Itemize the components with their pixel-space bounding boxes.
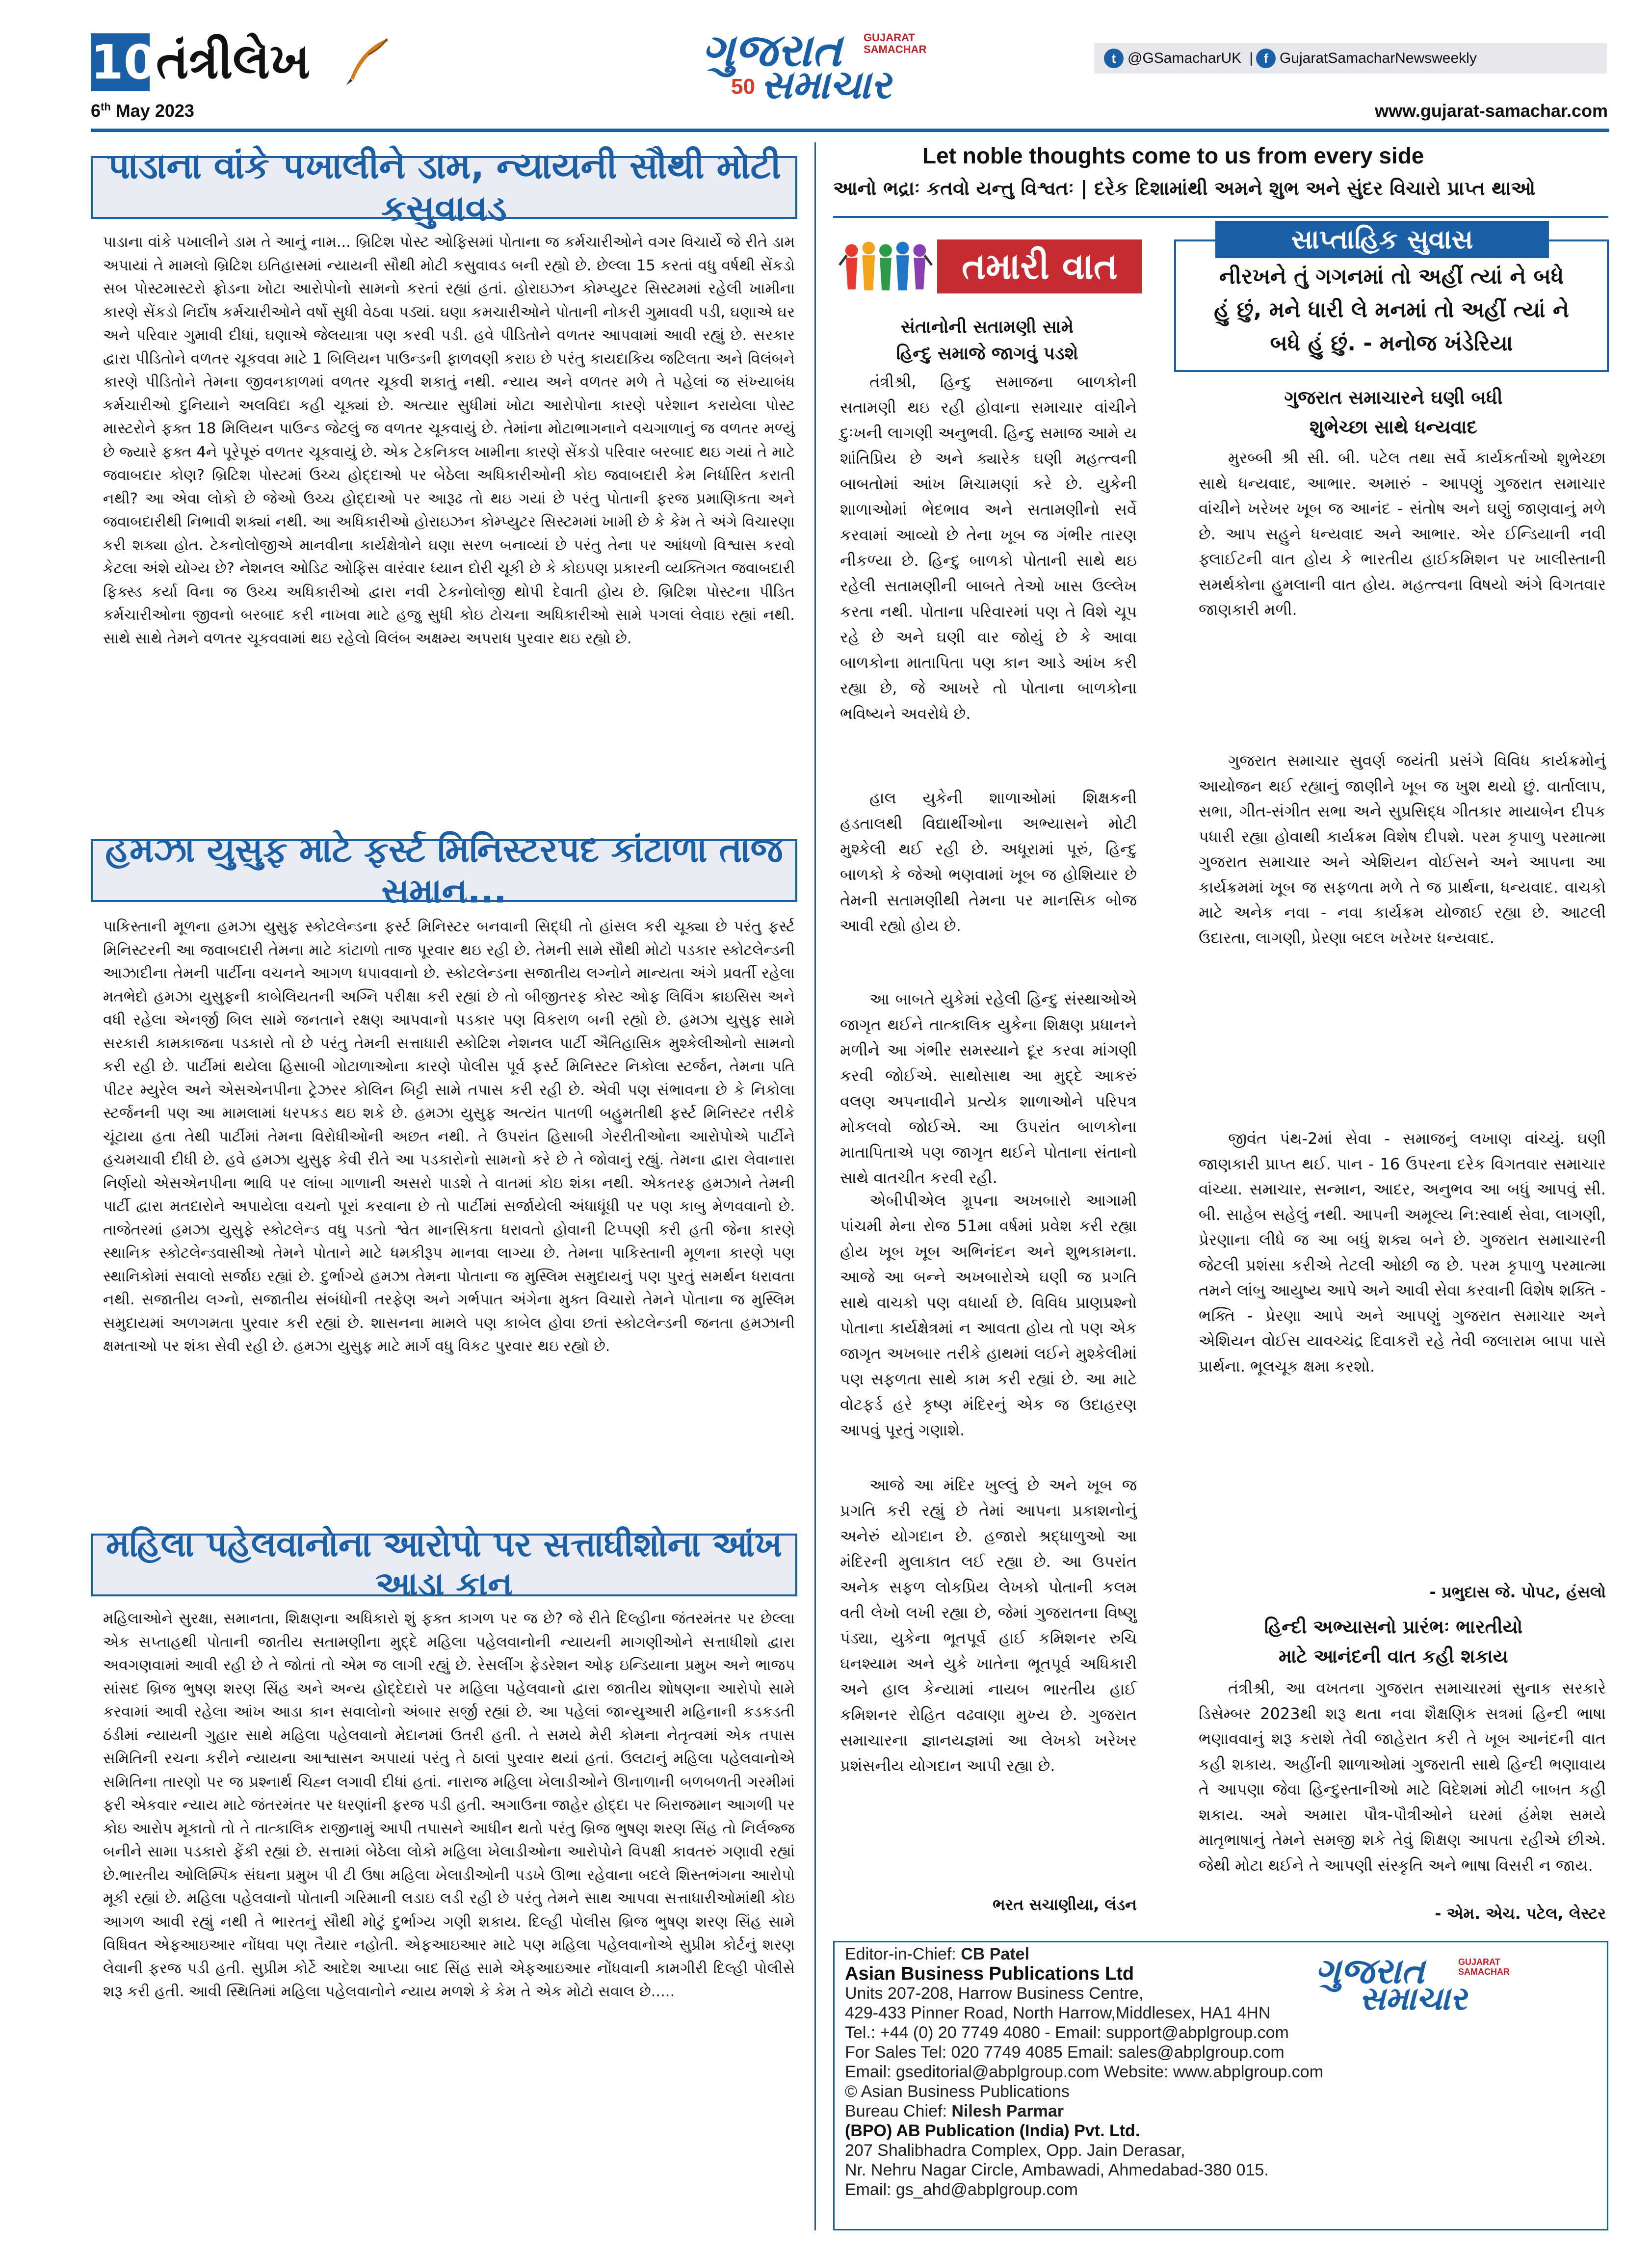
editorial-body-3: મહિલાઓને સુરક્ષા, સમાનતા, શિક્ષણના અધિકારો શું ફક્ત કાગળ પર જ છે? જે રીતે દિલ્હીના જંતરમંતર પર છેલ્લા એક સપ્તાહથી પોતાની જાતીય સતામણીના મુદ્દે મહિલા પહેલવાનોની ન્યાયની માગણીઓને સત્તાધીશો દ્વારા અવગણવામાં આવી રહી છે તે જોતાં તો એમ જ લાગી રહ્યું છે. રેસલીંગ ફેડરેશન ઓફ ઇન્ડિયાના પ્રમુખ અને ભાજપ સાંસદ બ્રિજ ભુષણ શરણ સિંહ અને અન્ય હોદ્દેદારો પર મહિલા પહેલવાનો દ્વારા જાતીય શોષણના આરોપો સામે કરવામાં આવી રહેલા આંખ આડા કાન સવાલોનો અંબાર સર્જી રહ્યાં છે. આ પહેલાં જાન્યુઆરી મહિનાની કડકડતી ઠંડીમાં ન્યાયની ગુહાર સાથે મહિલા પહેલવાનો મેદાનમાં ઉતરી હતી. તે સમયે મેરી કોમના નેતૃત્વમાં એક તપાસ સમિતિની રચના કરીને ન્યાયના આશ્વાસન અપાયાં પરંતુ તે ઠાલાં પુરવાર થયાં હતાં. ઉલટાનું મહિલા પહેલવાનોએ સમિતિના તારણો પર જ પ્રશ્નાર્થ ચિહ્ન લગાવી દીધાં હતાં. નારાજ મહિલા ખેલાડીઓને ઊનાળાની બળબળતી ગરમીમાં ફરી એકવાર ન્યાય માટે જંતરમંતર પર ધરણાંની ફરજ પડી હતી. અગાઉના જાહેર હોદ્દા પર બિરાજમાન આગળી પર કોઇ આરોપ મૂકાતો તો તે તાત્કાલિક રાજીનામું આપી તપાસને આધીન થતો પરંતુ બ્રિજ ભુષણ શરણ સિંહ તો નિર્લજ્જ બનીને સામા પડકારો ફેંકી રહ્યાં છે. સત્તામાં બેઠેલા લોકો મહિલા ખેલાડીઓના આરોપોને વિપક્ષી કાવતરું ગણાવી રહ્યાં છે.ભારતીય ઓલિમ્પિક સંઘના પ્રમુખ પી ટી ઉષા મહિલા ખેલાડીઓની પડખે ઊભા રહેવાના બદલે શિસ્તભંગના આરોપો મૂકી રહ્યાં છે. મહિલા પહેલવાનો પોતાની ગરિમાની લડાઇ લડી રહી છે પરંતુ તેમને સાથ આપવા સત્તાધારીઓમાંથી કોઇ આગળ આવી રહ્યું નથી તે ભારતનું સૌથી મોટું દુર્ભાગ્ય ગણી શકાય. દિલ્હી પોલીસ બ્રિજ ભુષણ શરણ સિંહ સામે વિધિવત એફઆઇઆર નોંધવા પણ તૈયાર નહોતી. એફઆઇઆર માટે પણ મહિલા પહેલવાનોએ સુપ્રીમ કોર્ટનું શરણ લેવાની ફરજ પડી હતી. સુપ્રીમ કોર્ટે આદેશ આપ્યા બાદ સિંહ સામે એફઆઇઆર નોંધવાની કામગીરી દિલ્હી પોલીસે શરૂ કરી હતી. આવી સ્થિતિમાં મહિલા પહેલવાનોને ન્યાય મળશે કે કેમ તે એક મોટો સવાલ છે..... bbox=[103, 1610, 795, 2000]
imprint-logo-bottom: સમાચાર bbox=[1359, 1980, 1467, 2016]
letter-headline-1: સંતાનોની સતામણી સામે હિન્દુ સમાજે જાગવું પડશે bbox=[896, 317, 1078, 364]
letter-body-4: એબીપીએલ ગ્રૂપના અખબારો આગામી પાંચમી મેના રોજ 51મા વર્ષમાં પ્રવેશ કરી રહ્યા હોય ખૂબ ખૂબ અભિનંદન અને શુભકામના. આજે આ બન્ને અખબારોએ ઘણી જ પ્રગતિ સાથે વાચકો પણ વધાર્યા છે. વિવિધ પ્રાણપ્રશ્નો પોતાના કાર્યક્ષેત્રમાં ન આવતા હોય તો પણ એક જાગૃત અખબાર તરીકે હાથમાં લઈને મુશ્કેલીમાં પણ સફળતા સાથે કામ કરી રહ્યાં છે. આ માટે વોટફર્ડ હરે કૃષ્ણ મંદિરનું એક જ ઉદાહરણ આપવું પૂરતું ગણાશે. bbox=[840, 1191, 1137, 1439]
header-rule bbox=[91, 129, 1609, 132]
editor-line bbox=[845, 1944, 1323, 1964]
social-divider: | bbox=[1249, 50, 1253, 66]
logo-small-text: GUJARAT SAMACHAR bbox=[864, 31, 927, 55]
letter-body-9: તંત્રીશ્રી, આ વખતના ગુજરાત સમાચારમાં સુનાક સરકારે ડિસેમ્બર 2023થી શરૂ થતા નવા શૈક્ષણિક સત્રમાં હિન્દી ભાષા ભણાવવાનું શરૂ કરાશે તેવી જાહેરાત કરી તે ખૂબ આનંદની વાત કહી શકાય. અહીંની શાળાઓમાં ગુજરાતી સાથે હિન્દી ભણાવાય તે આપણા જેવા હિન્દુસ્તાનીઓ માટે વિદેશમાં મોટી બાબત કહી શકાય. અમે અમારા પૌત્ર-પૌત્રીઓને ઘરમાં હંમેશ સમયે માતૃભાષાનું તેમને સમજી શકે તેવું શિક્ષણ આપતા રહીએ છીએ. જેથી મોટા થઈને તે આપણી સંસ્કૃતિ અને ભાષા વિસરી ન જાય. bbox=[1199, 1679, 1606, 1875]
letter-body-7: ગુજરાત સમાચાર સુવર્ણ જયંતી પ્રસંગે વિવિધ કાર્યક્રમોનું આયોજન થઈ રહ્યાનું જાણીને ખૂબ જ ખુશ થયો છું. વાર્તાલાપ, સભા, ગીત-સંગીત સભા અને સુપ્રસિદ્ધ ગીતકાર માયાબેન દીપક પધારી રહ્યા હોવાથી કાર્યક્રમ વિશેષ દીપશે. પરમ કૃપાળુ પરમાત્મા ગુજરાત સમાચાર અને એશિયન વોઈસને અને આપના આ કાર્યક્રમમાં ખૂબ જ સફળતા મળે તે જ પ્રાર્થના, ધન્યવાદ. વાચકો માટે અનેક નવા - નવા કાર્યક્રમ યોજાઈ રહ્યા છે. આટલી ઉદારતા, લાગણી, પ્રેરણા બદલ ખરેખર ધન્યવાદ. bbox=[1199, 751, 1606, 947]
bureau-line bbox=[845, 2101, 1323, 2121]
imprint-logo-top: ગુજરાત bbox=[1315, 1952, 1425, 1991]
column-divider bbox=[814, 142, 816, 2230]
india-address-1: 207 Shalibhadra Complex, Opp. Jain Derasar, bbox=[845, 2141, 1185, 2160]
letter-signature-3: - એમ. એચ. પટેલ, લેસ્ટર bbox=[1435, 1904, 1606, 1923]
logo-bottom-text: સમાચાર bbox=[760, 63, 891, 106]
weekly-fragrance-title: સાપ્તાહિક સુવાસ bbox=[1215, 221, 1549, 258]
imprint-text bbox=[845, 1944, 1323, 2200]
weekly-fragrance-quote: નીરખને તું ગગનમાં તો અહીં ત્યાં ને બધે હું છું, મને ધારી લે મનમાં તો અહીં ત્યાં ને બધે હું છું. - મનોજ ખંડેરિયા bbox=[1174, 239, 1609, 372]
sales-line[interactable]: For Sales Tel: 020 7749 4085 Email: sales@abplgroup.com bbox=[845, 2043, 1285, 2062]
publisher-name: Asian Business Publications Ltd bbox=[845, 1963, 1134, 1984]
editorial-email-line[interactable]: Email: gseditorial@abplgroup.com Website: www.abplgroup.com bbox=[845, 2063, 1324, 2081]
facebook-handle[interactable]: GujaratSamacharNewsweekly bbox=[1280, 50, 1477, 66]
letter-body-6: મુરબ્બી શ્રી સી. બી. પટેલ તથા સર્વે કાર્યકર્તાઓ શુભેચ્છા સાથે ધન્યવાદ, આભાર. અમારું - આપણું ગુજરાત સમાચાર વાંચીને ખરેખર ખૂબ જ આનંદ - સંતોષ અને ઘણું જાણવાનું મળે છે. આપ સહુને ધન્યવાદ અને આભાર. એર ઈન્ડિયાની નવી ફ્લાઈટની વાત હોય કે ભારતીય હાઈકમિશન પર ખાલીસ્તાની સમર્થકોના હુમલાની વાત હોય. મહત્ત્વના વિષયો અંગે વિગતવાર જાણકારી મળી. bbox=[1199, 449, 1606, 619]
editorial-headline-2: હમઝા યુસુફ માટે ફર્સ્ટ મિનિસ્ટરપદ કાંટાળા તાજ સમાન... bbox=[91, 839, 797, 902]
editorial-headline-1: પાડાના વાંકે પખાલીને ડામ, ન્યાયની સૌથી મોટી કસુવાવડ bbox=[91, 156, 797, 219]
logo-top-text: ગુજરાત bbox=[702, 26, 842, 76]
website-link[interactable]: www.gujarat-samachar.com bbox=[1375, 101, 1608, 121]
quote-rule bbox=[833, 216, 1608, 218]
editorial-body-2: પાકિસ્તાની મૂળના હમઝા યુસુફ સ્કોટલેન્ડના ફર્સ્ટ મિનિસ્ટર બનવાની સિદ્ધી તો હાંસલ કરી ચૂક્યા છે પરંતુ ફર્સ્ટ મિનિસ્ટરની આ જવાબદારી તેમના માટે કાંટાળો તાજ પૂરવાર થઇ રહી છે. તેમની સામે સૌથી મોટો પડકાર સ્કોટલેન્ડની આઝાદીના તેમની પાર્ટીના વચનને આગળ ધપાવવાનો છે. સ્કોટલેન્ડના સજાતીય લગ્નોને માન્યતા અંગે પ્રવર્તી રહેલા મતભેદો હમઝા યુસુફની કાબેલિયતની અગ્નિ પરીક્ષા કરી રહ્યાં છે તો બીજીતરફ કોસ્ટ ઓફ લિવિંગ ક્રાઇસિસ અને વધી રહેલા એનર્જી બિલ સામે જનતાને રક્ષણ આપવાનો પડકાર પણ વિકરાળ બની રહ્યો છે. હમઝા યુસુફ સામે સરકારી કામકાજના પડકારો તો છે પરંતુ તેમની સત્તાધારી સ્કોટિશ નેશનલ પાર્ટી ઐતિહાસિક મુશ્કેલીઓનો સામનો કરી રહી છે. પાર્ટીમાં થયેલા હિસાબી ગોટાળાઓના કારણે પોલીસ પૂર્વ ફર્સ્ટ મિનિસ્ટર નિકોલા સ્ટર્જન, તેમના પતિ પીટર મ્યુરેલ અને એસએનપીના ટ્રેઝરર કોલિન બિટ્ટી સામે તપાસ કરી રહી છે. એવી પણ સંભાવના છે કે નિકોલા સ્ટર્જનની પણ આ મામલામાં ધરપકડ થઇ શકે છે. હમઝા યુસુફ અત્યંત પાતળી બહુમતીથી ફર્સ્ટ મિનિસ્ટર તરીકે ચૂંટાયા હતા તેથી પાર્ટીમાં તેમના વિરોધીઓની અછત નથી. તે ઉપરાંત હિસાબી ગેરરીતીઓના આરોપોએ પાર્ટીને હચમચાવી દીધી છે. હવે હમઝા યુસુફ કેવી રીતે આ પડકારોનો સામનો કરે છે તે જોવાનું રહ્યું. તેમના દ્વારા લેવાનારા નિર્ણયો એસએનપીના ભાવિ પર લાંબા ગાળાની અસરો પાડશે તે વાતમાં કોઇ શંકા નથી. એકતરફ હમઝાને તેમની પાર્ટી દ્વારા મતદારોને અપાયેલા વચનો પૂરાં કરવાના છે તો પાર્ટીમાં સર્જાયેલી અંધાધૂંધી પર પણ કાબુ મેળવવાનો છે. તાજેતરમાં હમઝા યુસુફે સ્કોટલેન્ડ વધુ પડતો શ્વેત માનસિકતા ધરાવતો હોવાની ટિપ્પણી કરી હતી જેના કારણે સ્થાનિક સ્કોટલેન્ડવાસીઓ તેમને પોતાને માટે ધમકીરૂપ માનવા લાગ્યા છે. તેમના પાકિસ્તાની મૂળના કારણે પણ સ્થાનિકોમાં સવાલો સર્જાઇ રહ્યાં છે. દુર્ભાગ્યે હમઝા તેમના પોતાના જ મુસ્લિમ સમુદાયનું પણ પુરતું સમર્થન ધરાવતા નથી. સજાતીય લગ્નો, સજાતીય સંબંધોની તરફેણ અને ગર્ભપાત અંગેના મુક્ત વિચારો તેમને પોતાના જ મુસ્લિમ સમુદાયમાં અળગમતા પુરવાર કરી રહ્યાં છે. શાસનના મામલે પણ કાબેલ હોવા છતાં સ્કોટલેન્ડની જનતા હમઝાની ક્ષમતાઓ પર શંકા સેવી રહી છે. હમઝા યુસુફ માટે માર્ગ વધુ વિકટ પુરવાર થઇ રહ્યો છે. bbox=[103, 918, 795, 1355]
copyright-line: © Asian Business Publications bbox=[845, 2082, 1070, 2101]
twitter-handle[interactable]: @GSamacharUK bbox=[1128, 50, 1242, 66]
issue-date: 6th May 2023 bbox=[91, 101, 194, 121]
editorial-body-1: પાડાના વાંકે પખાલીને ડામ તે આનું નામ... બ્રિટિશ પોસ્ટ ઓફિસમાં પોતાના જ કર્મચારીઓને વગર વિચાર્યે જે રીતે ડામ અપાયાં તે મામલો બ્રિટિશ ઇતિહાસમાં ન્યાયની સૌથી મોટી કસુવાવડ બની રહ્યો છે. છેલ્લા 15 કરતાં વધુ વર્ષથી સેંકડો સબ પોસ્ટમાસ્ટરો ફ્રોડના ખોટા આરોપોનો સામનો કરતાં રહ્યાં હતાં. હોરાઇઝન કોમ્પ્યુટર સિસ્ટમમાં રહેલી ખામીના કારણે સેંકડો નિર્દોષ કર્મચારીઓને વર્ષો સુધી વેઠવા પડ્યાં. ઘણા કમચારીઓને પોતાની નોકરી ગુમાવવી પડી, ઘણાએ ઘર અને પરિવાર ગુમાવી દીધાં, ઘણાએ જેલયાત્રા પણ કરવી પડી. હવે પીડિતોને વળતર આપવામાં આવી રહ્યું છે. સરકાર દ્વારા પીડિતોને વળતર ચૂકવવા માટે 1 બિલિયન પાઉન્ડની ફાળવણી કરાઇ છે પરંતુ કાયદાકિય જટિલતા અને વિલંબને કારણે પીડિતોને તેમના જીવનકાળમાં વળતર ચૂકવી શકાતું નથી. ન્યાય અને વળતર મળે તે પહેલાં જ સંખ્યાબંધ કર્મચારીઓ દુનિયાને અલવિદા કહી ચૂક્યાં છે. અત્યાર સુધીમાં ખોટા આરોપોના કારણે પરેશાન કરાયેલા પોસ્ટ માસ્ટરોને ફક્ત 18 મિલિયન પાઉન્ડ જેટલું જ વળતર ચૂકવાયું છે. તેમાંના મોટાભાગનાને વચગાળાનું જ વળતર મળ્યું છે જ્યારે ફક્ત 4ને પૂરેપૂરું વળતર ચૂકવાયું છે. એક ટેકનિકલ ખામીના કારણે સેંકડો પરિવાર બરબાદ થઇ ગયાં તે માટે જવાબદાર કોણ? બ્રિટિશ પોસ્ટમાં ઉચ્ચ હોદ્દાઓ પર બેઠેલા અધિકારીઓની કોઇ જવાબદારી કેમ નિર્ધારિત કરાતી નથી? આ એવા લોકો છે જેઓ ઉચ્ચ હોદ્દાઓ પર આરૂઢ તો થઇ ગયાં છે પરંતુ પોતાની ફરજ પ્રમાણિકતા અને જવાબદારીથી નિભાવી શક્યાં નથી. આ અધિકારીઓ હોરાઇઝન કોમ્પ્યુટર સિસ્ટમમાં ખામી છે કે કેમ તે અંગે વિચારણા કરી શક્યા હોત. ટેકનોલોજીએ માનવીના કાર્યક્ષેત્રોને ઘણા સરળ બનાવ્યાં છે પરંતુ તેના પર આંધળો વિશ્વાસ કરવો કેટલા અંશે યોગ્ય છે? નેશનલ ઓડિટ ઓફિસ વારંવાર ધ્યાન દોરી ચૂકી છે કે કોઇપણ પ્રકારની વ્યક્તિગત જવાબદારી ફિક્સ્ડ કર્યા વિના જ ઉચ્ચ અધિકારીઓ દ્વારા નવી ટેકનોલોજી થોપી દેવાતી હોય છે. બ્રિટિશ પોસ્ટના પીડિત કર્મચારીઓના જીવનો બરબાદ કરી નાખવા માટે હજુ સુધી કોઇ ટોચના અધિકારીઓ સામે પગલાં લેવાઇ રહ્યાં નથી. સાથે સાથે તેમને વળતર ચૂકવવામાં થઇ રહેલો વિલંબ અક્ષમ્ય અપરાધ પુરવાર થઇ રહ્યો છે. bbox=[103, 234, 795, 647]
page-number: 10 bbox=[91, 33, 150, 91]
editor-label: Editor-in-Chief: bbox=[845, 1945, 961, 1963]
logo-anniversary-number: 50 bbox=[731, 75, 755, 99]
tel-line[interactable]: Tel.: +44 (0) 20 7749 4080 - Email: support@abplgroup.com bbox=[845, 2023, 1289, 2042]
your-view-banner: તમારી વાત bbox=[937, 239, 1142, 293]
social-bar bbox=[1094, 43, 1607, 74]
imprint-logo-small: GUJARAT SAMACHAR bbox=[1458, 1957, 1510, 1977]
india-email[interactable]: Email: gs_ahd@abplgroup.com bbox=[845, 2180, 1078, 2199]
letter-signature-2: - પ્રભુદાસ જે. પોપટ, હંસલો bbox=[1429, 1583, 1606, 1601]
twitter-icon[interactable]: t bbox=[1104, 49, 1124, 68]
quote-gujarati: આનો ભદ્રાઃ કતવો યન્તુ વિશ્વતઃ | દરેક દિશામાંથી અમને શુભ અને સુંદર વિચારો પ્રાપ્ત થાઓ bbox=[833, 178, 1536, 200]
india-publisher: (BPO) AB Publication (India) Pvt. Ltd. bbox=[845, 2121, 1140, 2140]
letter-headline-2: ગુજરાત સમાચારને ઘણી બધી શુભેચ્છા સાથે ધન્યવાદ bbox=[1284, 387, 1503, 438]
letter-signature-1: ભરત સચાણીયા, લંડન bbox=[993, 1895, 1137, 1914]
bureau-label: Bureau Chief: bbox=[845, 2102, 952, 2120]
editor-name: CB Patel bbox=[961, 1945, 1030, 1963]
bureau-chief-name: Nilesh Parmar bbox=[951, 2102, 1064, 2120]
quote-english: Let noble thoughts come to us from every side bbox=[922, 143, 1424, 168]
letter-body-1: તંત્રીશ્રી, હિન્દુ સમાજના બાળકોની સતામણી થઇ રહી હોવાના સમાચાર વાંચીને દુઃખની લાગણી અનુભવી. હિન્દુ સમાજ આમે ય શાંતિપ્રિય છે અને ક્યારેક ઘણી મહત્ત્વની બાબતોમાં આંખ મિચામણાં કરે છે. યુકેની શાળાઓમાં ભેદભાવ અને સતામણીનો સર્વે કરવામાં આવ્યો છે તેના ખૂબ જ ગંભીર તારણ નીકળ્યા છે. હિન્દુ બાળકો પોતાની સાથે થઇ રહેલી સતામણીની બાબતે તેઓ ખાસ ઉલ્લેખ કરતા નથી. પોતાના પરિવારમાં પણ તે વિશે ચૂપ રહે છે અને ઘણી વાર જોયું છે કે આવા બાળકોના માતાપિતા પણ કાન આડે આંખ કરી રહ્યા છે, જે આખરે તો પોતાના બાળકોના ભવિષ્યને અવરોધે છે. bbox=[840, 372, 1137, 723]
imprint-logo bbox=[1315, 1952, 1526, 2016]
people-crowd-icon bbox=[837, 236, 934, 302]
letter-body-8: જીવંત પંથ-2માં સેવા - સમાજનું લખાણ વાંચ્યું. ઘણી જાણકારી પ્રાપ્ત થઈ. પાન - 16 ઉપરના દરેક વિગતવાર સમાચાર વાંચ્યા. સમાચાર, સન્માન, આદર, અનુભવ આ બધું આપવું સી. બી. સાહેબ સહેલું નથી. આપની અમૂલ્ય નિ:સ્વાર્થ સેવા, લાગણી, પ્રેરણાના લીધે જ આ બધું શક્ય બને છે. ગુજરાત સમાચારની જેટલી પ્રશંસા કરીએ તેટલી ઓછી જ છે. પરમ કૃપાળુ પરમાત્મા તમને લાંબુ આયુષ્ય આપે અને આવી સેવા કરવાની વિશેષ શક્તિ - ભક્તિ - પ્રેરણા આપે અને આપણું ગુજરાત સમાચાર અને એશિયન વોઈસ યાવચ્ચંદ્ર દિવાકરૌ રહે તેવી જલારામ બાપા પાસે પ્રાર્થના. ભૂલચૂક ક્ષમા કરશો. bbox=[1199, 1129, 1606, 1376]
editorial-headline-3: મહિલા પહેલવાનોના આરોપો પર સત્તાધીશોના આંખ આડા કાન bbox=[91, 1534, 797, 1596]
letter-body-2: હાલ યુકેની શાળાઓમાં શિક્ષકની હડતાલથી વિદ્યાર્થીઓના અભ્યાસને મોટી મુશ્કેલી થઈ રહી છે. અધૂરામાં પૂરું, હિન્દુ બાળકો કે જેઓ ભણવામાં ખૂબ જ હોશિયાર છે તેમની સતામણીથી તેમના પર માનસિક બોજ આવી રહ્યો હોય છે. bbox=[840, 789, 1137, 935]
gujarat-samachar-logo[interactable] bbox=[702, 26, 932, 106]
letter-body-5: આજે આ મંદિર ખુલ્લું છે અને ખૂબ જ પ્રગતિ કરી રહ્યું છે તેમાં આપના પ્રકાશનોનું અનેરું યોગદાન છે. હજારો શ્રદ્ધાળુઓ આ મંદિરની મુલાકાત લઈ રહ્યા છે. આ ઉપરાંત અનેક સફળ લોકપ્રિય લેખકો પોતાની કલમ વતી લેખો લખી રહ્યા છે, જેમાં ગુજરાતના વિષ્ણુ પંડ્યા, યુકેના ભૂતપૂર્વ હાઈ કમિશનર રુચિ ઘનશ્યામ અને યુકે ખાતેના ભૂતપૂર્વ અધિકારી અને હાલ કેન્યામાં નાયબ ભારતીય હાઈ કમિશનર રોહિત વઢવાણા મુખ્ય છે. ગુજરાત સમાચારના જ્ઞાનયજ્ઞમાં આ લેખકો ખરેખર પ્રશંસનીય યોગદાન આપી રહ્યા છે. bbox=[840, 1476, 1137, 1775]
facebook-icon[interactable]: f bbox=[1256, 49, 1276, 68]
section-title: તંત્રીલેખ bbox=[156, 32, 311, 90]
quill-pen-icon bbox=[339, 34, 393, 88]
india-address-2: Nr. Nehru Nagar Circle, Ambawadi, Ahmedabad-380 015. bbox=[845, 2161, 1269, 2179]
letter-headline-3: હિન્દી અભ્યાસનો પ્રારંભઃ ભારતીયો માટે આનંદની વાત કહી શકાય bbox=[1264, 1616, 1523, 1667]
letter-body-3: આ બાબતે યુકેમાં રહેલી હિન્દુ સંસ્થાઓએ જાગૃત થઈને તાત્કાલિક યુકેના શિક્ષણ પ્રધાનને મળીને આ ગંભીર સમસ્યાને દૂર કરવા માંગણી કરવી જોઈએ. સાથોસાથ આ મુદ્દે આકરું વલણ અપનાવીને પ્રત્યેક શાળાઓને પરિપત્ર મોકલવો જોઈએ. આ ઉપરાંત બાળકોના માતાપિતાએ પણ જાગૃત થઈને પોતાના સંતાનો સાથે વાતચીત કરવી રહી. bbox=[840, 990, 1137, 1187]
address-line-2: 429-433 Pinner Road, North Harrow,Middlesex, HA1 4HN bbox=[845, 2004, 1271, 2022]
address-line-1: Units 207-208, Harrow Business Centre, bbox=[845, 1984, 1144, 2003]
